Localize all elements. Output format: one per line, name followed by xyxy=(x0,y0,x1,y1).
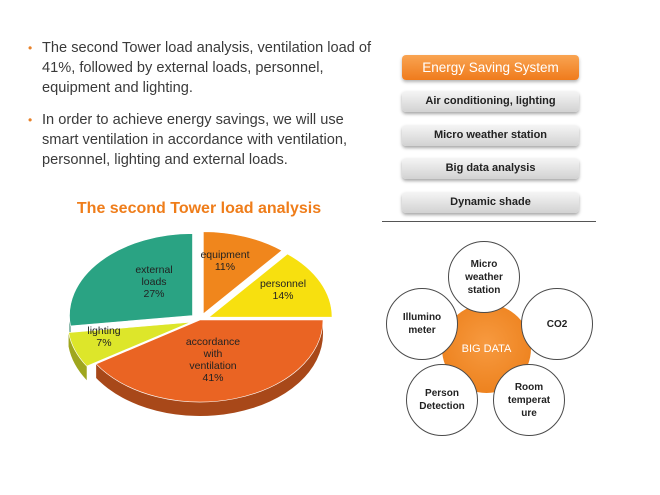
node-co2: CO2 xyxy=(521,288,593,360)
pie-label-personnel: personnel 14% xyxy=(259,278,307,302)
bullet-text: In order to achieve energy savings, we will use smart ventilation in accordance with ventilation, personnel, lighting and external loads. xyxy=(42,112,348,168)
pie-label-external: external loads 27% xyxy=(135,264,173,300)
system-item-air-conditioning: Air conditioning, lighting xyxy=(402,91,579,112)
system-item-dynamic-shade: Dynamic shade xyxy=(402,192,579,213)
chart-title: The second Tower load analysis xyxy=(76,200,322,217)
bullet-dot-icon: • xyxy=(28,41,33,55)
bullet-dot-icon: • xyxy=(28,113,33,127)
node-micro-weather-station: Micro weather station xyxy=(448,241,520,313)
node-illumino-meter: Illumino meter xyxy=(386,288,458,360)
pie-label-equipment: equipment 11% xyxy=(200,249,250,273)
pie-slice-external xyxy=(69,234,192,326)
system-item-micro-weather: Micro weather station xyxy=(402,125,579,146)
energy-system-title: Energy Saving System xyxy=(402,55,579,80)
pie-label-lighting: lighting 7% xyxy=(87,325,121,349)
node-person-detection: Person Detection xyxy=(406,364,478,436)
big-data-hub: BIG DATA xyxy=(442,304,531,393)
system-item-big-data: Big data analysis xyxy=(402,158,579,179)
pie-label-accordance: accordance with ventilation 41% xyxy=(185,336,241,384)
node-room-temperature: Room temperat ure xyxy=(493,364,565,436)
bullet-text: The second Tower load analysis, ventilation load of 41%, followed by external loads, personnel, equipment and lighting. xyxy=(42,40,372,96)
divider xyxy=(382,221,596,222)
